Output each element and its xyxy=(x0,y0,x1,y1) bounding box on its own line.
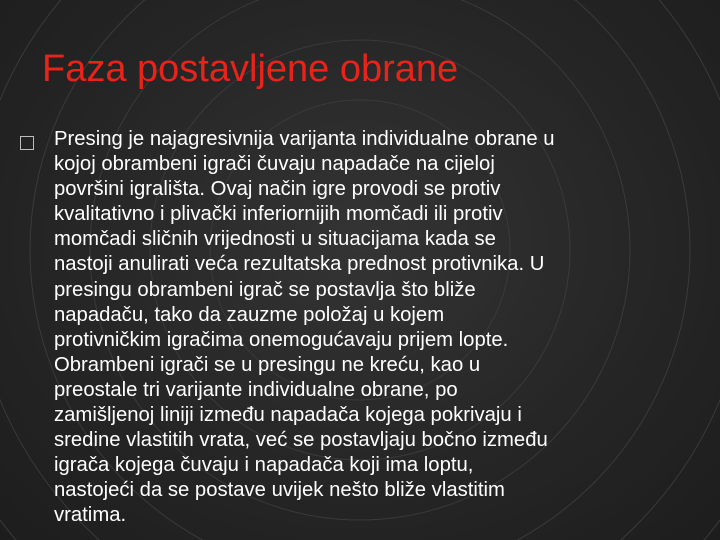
slide-title: Faza postavljene obrane xyxy=(42,48,459,90)
paragraph-line: kojoj obrambeni igrači čuvaju napadače na cijeloj xyxy=(54,153,495,176)
paragraph-line: igrača kojega čuvaju i napadača koji ima loptu, xyxy=(54,454,474,477)
paragraph-line: protivničkim igračima onemogućavaju prijem lopte. xyxy=(54,328,509,351)
paragraph-line: nastojeći da se postave uvijek nešto bliže vlastitim xyxy=(54,479,505,502)
paragraph-line: Presing je najagresivnija varijanta individualne obrane u xyxy=(54,128,555,150)
paragraph-line: napadaču, tako da zauzme položaj u kojem xyxy=(54,303,445,326)
paragraph-line: kvalitativno i plivački inferiornijih momčadi ili protiv xyxy=(54,203,503,226)
paragraph-line: površini igrališta. Ovaj način igre provodi se protiv xyxy=(54,178,501,201)
paragraph-line: momčadi sličnih vrijednosti u situacijama kada se xyxy=(54,228,496,251)
square-bullet-icon xyxy=(20,136,34,150)
paragraph-line: presingu obrambeni igrač se postavlja što bliže xyxy=(54,278,476,301)
paragraph-line: sredine vlastitih vrata, već se postavljaju bočno između xyxy=(54,429,548,452)
paragraph-line: Obrambeni igrači se u presingu ne kreću, kao u xyxy=(54,353,481,376)
paragraph-line: preostale tri varijante individualne obrane, po xyxy=(54,378,458,401)
paragraph-line: zamišljenoj liniji između napadača kojega pokrivaju i xyxy=(54,404,522,427)
paragraph-line: nastoji anulirati veća rezultatska prednost protivnika. U xyxy=(54,253,545,276)
body-paragraph xyxy=(54,127,718,529)
paragraph-line: vratima. xyxy=(54,504,127,527)
